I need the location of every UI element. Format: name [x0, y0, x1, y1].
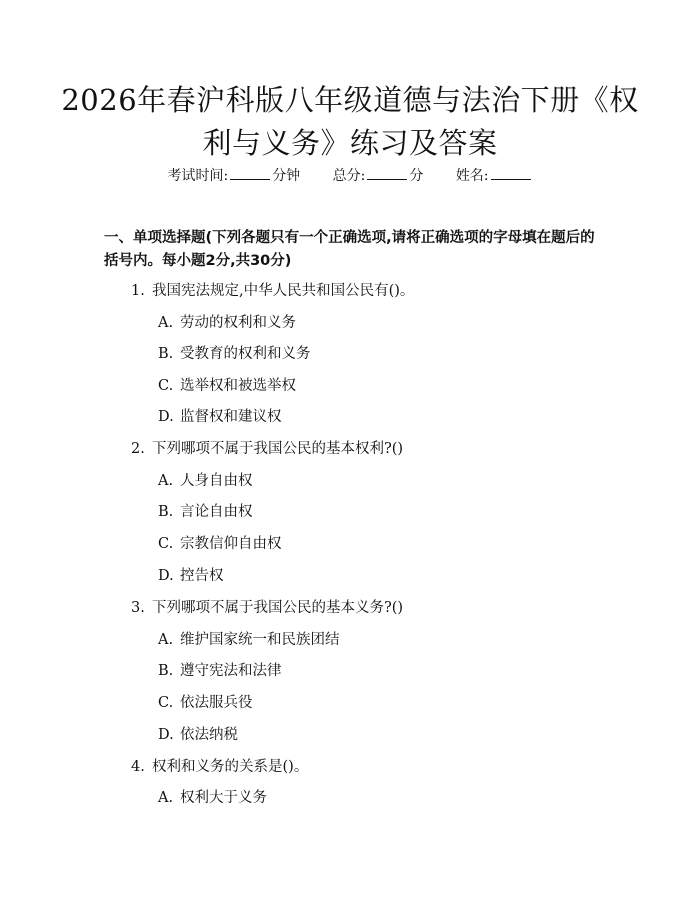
question-number: 2. [131, 441, 145, 457]
exam-name [456, 165, 533, 187]
option-text: 依法服兵役 [180, 695, 253, 711]
question-1 [131, 280, 414, 302]
question-number: 4. [131, 759, 145, 775]
question-2-option-a [158, 470, 253, 492]
question-1-option-b [158, 343, 311, 365]
option-text: 人身自由权 [180, 473, 253, 489]
question-3-option-b [158, 660, 282, 682]
option-text: 遵守宪法和法律 [180, 663, 282, 679]
exam-score-blank [367, 165, 407, 180]
exam-time [167, 165, 300, 187]
question-1-option-c [158, 375, 296, 397]
exam-score-unit: 分 [409, 168, 424, 184]
option-text: 劳动的权利和义务 [180, 315, 296, 331]
exam-score-label: 总分: [332, 168, 366, 184]
option-text: 控告权 [180, 568, 224, 584]
option-text: 受教育的权利和义务 [180, 346, 311, 362]
document-title-line-2: 利与义务》练习及答案 [202, 126, 498, 160]
question-3-option-d [158, 724, 238, 746]
option-letter: B. [158, 663, 174, 679]
question-text: 下列哪项不属于我国公民的基本义务?() [152, 600, 404, 616]
option-text: 依法纳税 [180, 727, 238, 743]
question-1-option-a [158, 312, 296, 334]
question-2-option-d [158, 565, 224, 587]
option-text: 监督权和建议权 [180, 409, 282, 425]
question-1-option-d [158, 406, 282, 428]
exam-meta [0, 165, 700, 187]
option-text: 维护国家统一和民族团结 [180, 632, 340, 648]
option-letter: A. [158, 473, 174, 489]
option-letter: D. [158, 727, 174, 743]
option-letter: B. [158, 346, 174, 362]
document-title-line-1: 2026年春沪科版八年级道德与法治下册《权 [61, 83, 639, 117]
option-letter: D. [158, 568, 174, 584]
exam-name-label: 姓名: [455, 168, 489, 184]
option-text: 言论自由权 [180, 504, 253, 520]
question-2 [131, 438, 403, 460]
exam-score [333, 165, 424, 187]
exam-time-unit: 分钟 [272, 168, 301, 184]
question-text: 权利和义务的关系是()。 [152, 759, 309, 775]
question-4-option-a [158, 787, 267, 809]
option-text: 选举权和被选举权 [180, 378, 296, 394]
question-3-option-c [158, 692, 253, 714]
option-letter: A. [158, 790, 174, 806]
exam-time-label: 考试时间: [167, 168, 229, 184]
question-2-option-b [158, 501, 253, 523]
exam-name-blank [491, 165, 531, 180]
option-letter: C. [158, 378, 174, 394]
question-3 [131, 597, 403, 619]
question-4 [131, 756, 308, 778]
option-letter: A. [158, 632, 174, 648]
question-3-option-a [158, 629, 340, 651]
question-2-option-c [158, 533, 282, 555]
option-letter: D. [158, 409, 174, 425]
question-text: 我国宪法规定,中华人民共和国公民有()。 [152, 283, 415, 299]
question-number: 3. [131, 600, 145, 616]
question-number: 1. [131, 283, 145, 299]
option-text: 宗教信仰自由权 [180, 536, 282, 552]
question-text: 下列哪项不属于我国公民的基本权利?() [152, 441, 404, 457]
option-text: 权利大于义务 [180, 790, 267, 806]
option-letter: C. [158, 695, 174, 711]
section-heading-line-1: 一、单项选择题(下列各题只有一个正确选项,请将正确选项的字母填在题后的 [104, 230, 595, 246]
option-letter: C. [158, 536, 174, 552]
exam-time-blank [230, 165, 270, 180]
section-heading-line-2: 括号内。每小题2分,共30分) [104, 253, 292, 269]
option-letter: B. [158, 504, 174, 520]
option-letter: A. [158, 315, 174, 331]
